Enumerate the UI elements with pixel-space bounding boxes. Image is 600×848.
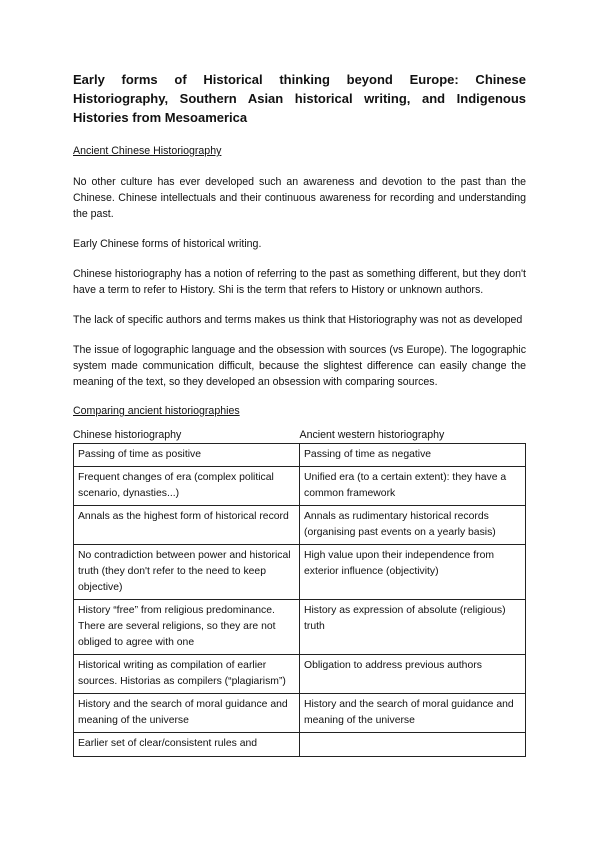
column-header-chinese: Chinese historiography [73,429,182,441]
section-heading-comparing: Comparing ancient historiographies [73,405,240,417]
table-row [74,506,526,545]
paragraph: Chinese historiography has a notion of referring to the past as something different, but they don't have a term to refer to History. Shi is the term that refers to History or unknown authors. [73,268,526,296]
paragraph: The lack of specific authors and terms makes us think that Historiography was not as developed [73,314,523,326]
table-row [74,545,526,600]
paragraph: No other culture has ever developed such an awareness and devotion to the past than the Chinese. Chinese intellectuals and their continuous awareness for recording and understanding the past. [73,176,526,220]
cell-western: Passing of time as negative [300,444,526,467]
document-page [73,70,526,757]
table-row [74,655,526,694]
cell-chinese: History and the search of moral guidance and meaning of the universe [74,694,300,733]
cell-chinese: Passing of time as positive [74,444,300,467]
cell-western: Obligation to address previous authors [300,655,526,694]
cell-chinese: Annals as the highest form of historical record [74,506,300,545]
table-column-headers [73,428,526,442]
paragraph: Early Chinese forms of historical writing. [73,238,262,250]
section-heading-ancient-chinese: Ancient Chinese Historiography [73,145,222,157]
cell-chinese: No contradiction between power and historical truth (they don't refer to the need to keep objective) [74,545,300,600]
comparison-table [73,443,526,757]
table-row [74,733,526,757]
table-row [74,444,526,467]
cell-western: History and the search of moral guidance and meaning of the universe [300,694,526,733]
column-header-western: Ancient western historiography [299,429,445,441]
cell-western: Unified era (to a certain extent): they have a common framework [300,467,526,506]
cell-chinese: Historical writing as compilation of earlier sources. Historias as compilers (“plagiarism”) [74,655,300,694]
cell-western: Annals as rudimentary historical records (organising past events on a yearly basis) [300,506,526,545]
table-row [74,467,526,506]
paragraph: The issue of logographic language and the obsession with sources (vs Europe). The logographic system made communication difficult, because the slightest difference can easily change the meaning of the text, so they developed an obsession with comparing sources. [73,344,526,388]
document-title: Early forms of Historical thinking beyond Europe: Chinese Historiography, Southern Asian historical writing, and Indigenous Histories from Mesoamerica [73,72,526,125]
table-row [74,694,526,733]
cell-chinese: History “free” from religious predominance. There are several religions, so they are not obliged to agree with one [74,600,300,655]
cell-chinese: Earlier set of clear/consistent rules and [74,733,300,757]
cell-western: High value upon their independence from exterior influence (objectivity) [300,545,526,600]
cell-chinese: Frequent changes of era (complex political scenario, dynasties...) [74,467,300,506]
cell-western [300,733,526,757]
table-row [74,600,526,655]
cell-western: History as expression of absolute (religious) truth [300,600,526,655]
